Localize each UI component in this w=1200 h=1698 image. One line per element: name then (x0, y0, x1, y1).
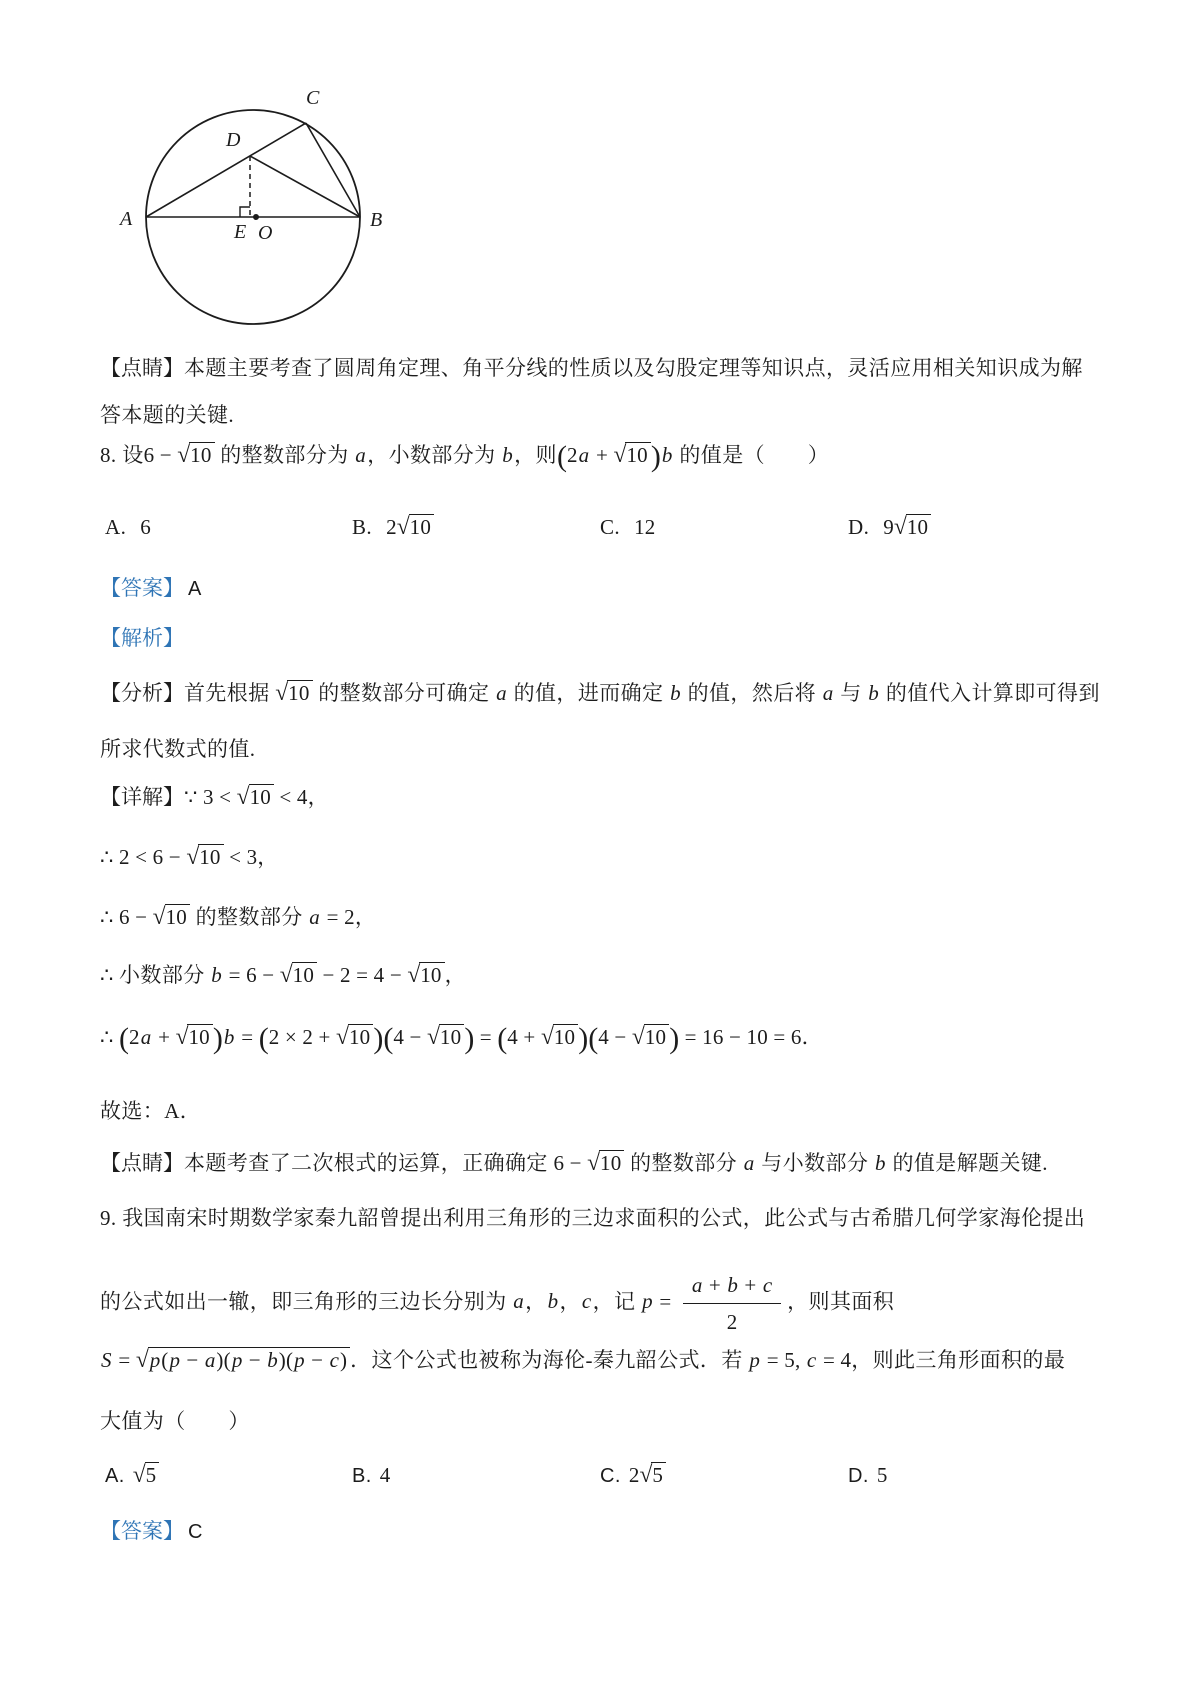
radical-sign-icon: √ (540, 1024, 554, 1050)
math-variable: p (294, 1348, 305, 1372)
text: ，则 (514, 443, 557, 467)
math-text: 10 (553, 1025, 576, 1049)
math-text: 4 − (393, 1025, 428, 1049)
math-variable: S (101, 1348, 112, 1372)
radical-sign-icon: √ (336, 1024, 349, 1050)
math-text: 2 (628, 1463, 640, 1487)
math-text: 10 (188, 1025, 210, 1049)
sqrt-expression (275, 678, 312, 708)
math-text: ∴ (100, 963, 120, 987)
sqrt-expression (632, 1022, 669, 1052)
radicand (625, 442, 650, 467)
math-variable: a (140, 1025, 152, 1049)
math-text: )( (278, 1348, 294, 1372)
math-variable: a (496, 681, 507, 705)
math-text: 10 (644, 1025, 667, 1049)
text: 的值代入计算即可得到 (880, 681, 1100, 705)
option-letter: C. (600, 1465, 621, 1487)
math-text: 10 (165, 905, 187, 929)
math-variable: b (868, 681, 880, 705)
math-text: 6 − (143, 443, 178, 467)
label-B: B (370, 209, 383, 231)
label-O: O (258, 222, 273, 244)
line-xiangjie1 (100, 782, 329, 812)
math-text: 10 (292, 963, 315, 987)
math-variable: a (691, 1273, 703, 1297)
text: 的值是（ ） (673, 443, 830, 467)
paren-close: ) (578, 1022, 589, 1055)
chord-DB (250, 156, 360, 217)
circle-figure (100, 80, 400, 345)
sqrt-expression (614, 440, 651, 470)
math-text: = (235, 1025, 259, 1049)
sqrt-expression (153, 902, 190, 932)
math-variable: b (267, 1348, 278, 1372)
paren-close: ) (464, 1022, 475, 1055)
math-text: = 2 (321, 905, 355, 929)
radicand (553, 1024, 578, 1049)
math-text: 10 (249, 785, 271, 809)
text: A. (105, 515, 127, 539)
radical-sign-icon: √ (186, 844, 200, 870)
sqrt-expression (133, 1460, 160, 1490)
option-letter: D. (848, 1465, 869, 1487)
math-text: 10 (906, 515, 929, 539)
text: 本题考查了二次根式的运算，正确确定 (184, 1151, 554, 1175)
line-q9optC (600, 1460, 666, 1491)
text: ，记 (592, 1289, 642, 1314)
math-text: 4 + (507, 1025, 541, 1049)
math-text: 10 (600, 1151, 622, 1175)
math-variable: p (749, 1348, 761, 1372)
text: D. (848, 515, 870, 539)
math-text: − (180, 1348, 204, 1372)
sqrt-expression (336, 1022, 373, 1052)
radicand (409, 514, 434, 539)
line-q9l3 (100, 1345, 1065, 1375)
text: ， (559, 1289, 581, 1314)
math-variable: a (822, 681, 834, 705)
math-text: + (703, 1273, 727, 1297)
text: 与小数部分 (755, 1151, 874, 1175)
math-variable: p (642, 1289, 653, 1314)
math-text: 10 (409, 515, 432, 539)
math-text: 5 (652, 1463, 664, 1487)
line-q8optB (352, 512, 434, 542)
line-l10 (100, 842, 279, 872)
math-variable: b (223, 1025, 235, 1049)
line-q8jiexi (100, 623, 184, 653)
radical-sign-icon: √ (175, 1024, 189, 1050)
line-q9l2 (100, 1270, 894, 1337)
sqrt-expression (397, 512, 434, 542)
paren-close: ) (669, 1022, 680, 1055)
math-variable: a (309, 905, 321, 929)
line-q8stem (100, 440, 830, 473)
text: 的整数部分为 (214, 443, 355, 467)
text: ．这个公式也被称为海伦-秦九韶公式．若 (350, 1348, 749, 1372)
math-text: = (112, 1348, 136, 1372)
math-text: 5 (876, 1463, 888, 1487)
math-text: < 4 (273, 785, 308, 809)
math-variable: c (806, 1348, 817, 1372)
math-text: 10 (199, 845, 221, 869)
math-variable: a (513, 1289, 525, 1314)
sqrt-expression (894, 512, 931, 542)
radicand (198, 844, 223, 869)
math-text: = 16 − 10 = 6 (679, 1025, 802, 1049)
radical-sign-icon: √ (152, 904, 166, 930)
radical-sign-icon: √ (587, 1150, 601, 1176)
text: 的整数部分 (189, 905, 309, 929)
math-text: ( (161, 1348, 169, 1372)
sqrt-expression (186, 842, 223, 872)
math-text: 12 (634, 515, 656, 539)
math-text: 10 (439, 1025, 462, 1049)
label-E: E (234, 221, 247, 243)
math-variable: p (231, 1348, 243, 1372)
paren-close: ) (373, 1022, 384, 1055)
text: 的值，进而确定 (507, 681, 670, 705)
math-variable: a (578, 443, 590, 467)
radicand (287, 680, 312, 705)
text: 首先根据 (184, 681, 276, 705)
line-q8optA (105, 512, 151, 542)
math-variable: b (661, 443, 673, 467)
text: 的值是解题关键. (886, 1151, 1048, 1175)
text: 故选：A． (100, 1099, 202, 1123)
math-variable: c (329, 1348, 339, 1372)
section-tag: 【分析】 (100, 681, 184, 705)
math-text: )( (216, 1348, 231, 1372)
math-text: = 4 (817, 1348, 852, 1372)
sqrt-expression (136, 1345, 350, 1375)
text: 的值，然后将 (681, 681, 822, 705)
radical-sign-icon: √ (893, 514, 907, 540)
paren-open: ( (258, 1022, 269, 1055)
paren-open: ( (119, 1022, 130, 1055)
radicand (165, 904, 190, 929)
paren-close: ) (212, 1022, 223, 1055)
text: ， (444, 963, 467, 987)
answer-letter: A (188, 578, 202, 600)
sqrt-expression (176, 1022, 213, 1052)
circle-figure-svg (100, 80, 400, 340)
label-A: A (120, 208, 133, 230)
text: 与 (834, 681, 868, 705)
radicand (189, 442, 214, 467)
math-text: = 6 − (223, 963, 280, 987)
math-text: ∴ 2 < 6 − (100, 845, 187, 869)
center-dot (253, 214, 259, 220)
line-dianjing8 (100, 1148, 1048, 1178)
text: 的整数部分可确定 (312, 681, 496, 705)
section-tag: 【点睛】 (100, 1151, 184, 1175)
math-text: 6 − (553, 1151, 588, 1175)
text: 9. 我国南宋时期数学家秦九韶曾提出利用三角形的三边求面积的公式，此公式与古希腊几何学家海伦提出 (100, 1206, 1086, 1230)
line-l11 (100, 902, 376, 932)
radical-sign-icon: √ (427, 1024, 440, 1050)
radicand (249, 784, 274, 809)
paren-open: ( (588, 1022, 599, 1055)
text: 所求代数式的值. (100, 737, 256, 761)
text: 本题主要考查了圆周角定理、角平分线的性质以及勾股定理等知识点，灵活应用相关知识成为解 (184, 356, 1083, 380)
radicand (644, 1024, 669, 1049)
math-text: 6 (140, 515, 151, 539)
line-q9optD (848, 1460, 888, 1491)
line-l13 (100, 1022, 823, 1055)
math-variable: b (502, 443, 514, 467)
answer-letter: C (188, 1521, 203, 1543)
math-text: 9 (883, 515, 894, 539)
option-letter: B. (352, 1465, 372, 1487)
text: ， (354, 905, 377, 929)
radical-sign-icon: √ (407, 962, 421, 988)
radicand (419, 962, 444, 987)
section-tag: 【答案】 (100, 576, 184, 600)
math-text: = 5, (761, 1348, 806, 1372)
radical-sign-icon: √ (135, 1347, 149, 1373)
text: ， (257, 845, 279, 869)
math-text: ∵ 3 < (184, 785, 237, 809)
option-letter: A. (105, 1465, 125, 1487)
label-C: C (306, 87, 320, 109)
sqrt-expression (427, 1022, 464, 1052)
radicand (599, 1150, 624, 1175)
math-variable: c (762, 1273, 773, 1297)
math-variable: b (727, 1273, 738, 1297)
math-text: = (474, 1025, 498, 1049)
text: 的整数部分 (624, 1151, 743, 1175)
math-text: 2 (566, 443, 578, 467)
line-q8optD (848, 512, 931, 542)
paren-open: ( (556, 440, 567, 473)
text: B. (352, 515, 373, 539)
math-text: 10 (348, 1025, 371, 1049)
math-text: + (590, 443, 614, 467)
radical-sign-icon: √ (613, 442, 627, 468)
math-variable: b (874, 1151, 886, 1175)
math-text: 10 (190, 443, 212, 467)
math-text: 4 (379, 1463, 391, 1487)
math-variable: p (169, 1348, 180, 1372)
section-tag: 【点睛】 (100, 356, 184, 380)
text: C. (600, 515, 621, 539)
sqrt-expression (407, 960, 444, 990)
section-tag: 【解析】 (100, 626, 184, 650)
math-variable: b (670, 681, 681, 705)
sqrt-expression (177, 440, 214, 470)
math-variable: a (743, 1151, 755, 1175)
text: ，小数部分为 (367, 443, 502, 467)
math-text: 5 (145, 1463, 157, 1487)
math-variable: b (547, 1289, 559, 1314)
text: 大值为（ ） (100, 1409, 250, 1433)
math-text: + (152, 1025, 176, 1049)
math-text: ∴ (100, 1025, 120, 1049)
math-variable: c (581, 1289, 592, 1314)
text: ，则此三角形面积的最 (851, 1348, 1066, 1372)
text: 的公式如出一辙，即三角形的三边长分别为 (100, 1289, 513, 1314)
right-angle-mark (240, 207, 250, 217)
radicand (348, 1024, 373, 1049)
text: ． (801, 1025, 823, 1049)
line-fenxi1 (100, 678, 1100, 708)
paren-open: ( (383, 1022, 394, 1055)
line-guxuan (100, 1096, 201, 1126)
line-fenxi2 (100, 734, 255, 764)
math-variable: a (204, 1348, 216, 1372)
math-variable: b (211, 963, 223, 987)
line-q9ans (100, 1516, 203, 1547)
sqrt-expression (640, 1460, 667, 1490)
text: ， (307, 785, 330, 809)
section-tag: 【详解】 (100, 785, 184, 809)
radicand (906, 514, 931, 539)
radicand (187, 1024, 212, 1049)
line-q8ans (100, 573, 202, 604)
label-D: D (226, 129, 241, 151)
radical-sign-icon: √ (275, 680, 289, 706)
math-text: = (653, 1289, 677, 1314)
section-tag: 【答案】 (100, 1519, 184, 1543)
sqrt-expression (280, 960, 317, 990)
radical-sign-icon: √ (236, 784, 250, 810)
radical-sign-icon: √ (132, 1462, 146, 1488)
fraction-numerator (683, 1270, 781, 1304)
radical-sign-icon: √ (639, 1462, 653, 1488)
paren-close: ) (650, 440, 661, 473)
line-q9l1 (100, 1203, 1085, 1233)
math-text: + (738, 1273, 762, 1297)
math-variable: p (149, 1348, 161, 1372)
radicand (651, 1462, 666, 1487)
line-q8optC (600, 512, 655, 542)
line-dianjing1 (100, 353, 1083, 383)
sqrt-expression (587, 1148, 624, 1178)
paren-open: ( (497, 1022, 508, 1055)
radical-sign-icon: √ (177, 442, 191, 468)
math-text: 2 × 2 + (268, 1025, 337, 1049)
radical-sign-icon: √ (631, 1024, 645, 1050)
math-text: 10 (626, 443, 648, 467)
text: 答本题的关键. (100, 403, 235, 427)
line-l12 (100, 960, 466, 990)
radical-sign-icon: √ (396, 514, 410, 540)
math-text: 2 (726, 1310, 738, 1334)
math-text: − (243, 1348, 267, 1372)
math-text: − (305, 1348, 329, 1372)
fraction-denominator (683, 1304, 781, 1337)
math-text: ) (339, 1348, 348, 1372)
radicand (145, 1462, 160, 1487)
math-variable: a (355, 443, 367, 467)
text: ， (525, 1289, 547, 1314)
math-text: 10 (288, 681, 310, 705)
line-q9l4 (100, 1406, 250, 1436)
sqrt-expression (541, 1022, 578, 1052)
text: 8. 设 (100, 443, 144, 467)
line-q9optB (352, 1460, 390, 1491)
line-q9optA (105, 1460, 159, 1491)
math-text: − 2 = 4 − (317, 963, 408, 987)
math-text: 10 (420, 963, 442, 987)
math-text: 2 (386, 515, 397, 539)
math-text: < 3 (223, 845, 258, 869)
line-dianjing2 (100, 400, 234, 430)
radicand (292, 962, 317, 987)
radicand (439, 1024, 464, 1049)
math-text: ∴ 6 − (100, 905, 153, 929)
sqrt-expression (237, 782, 274, 812)
fraction (683, 1270, 781, 1337)
math-text: 4 − (598, 1025, 632, 1049)
text: ，则其面积 (787, 1289, 895, 1314)
text: 小数部分 (119, 963, 211, 987)
math-text: 2 (129, 1025, 140, 1049)
radical-sign-icon: √ (279, 962, 293, 988)
radicand (148, 1347, 350, 1372)
